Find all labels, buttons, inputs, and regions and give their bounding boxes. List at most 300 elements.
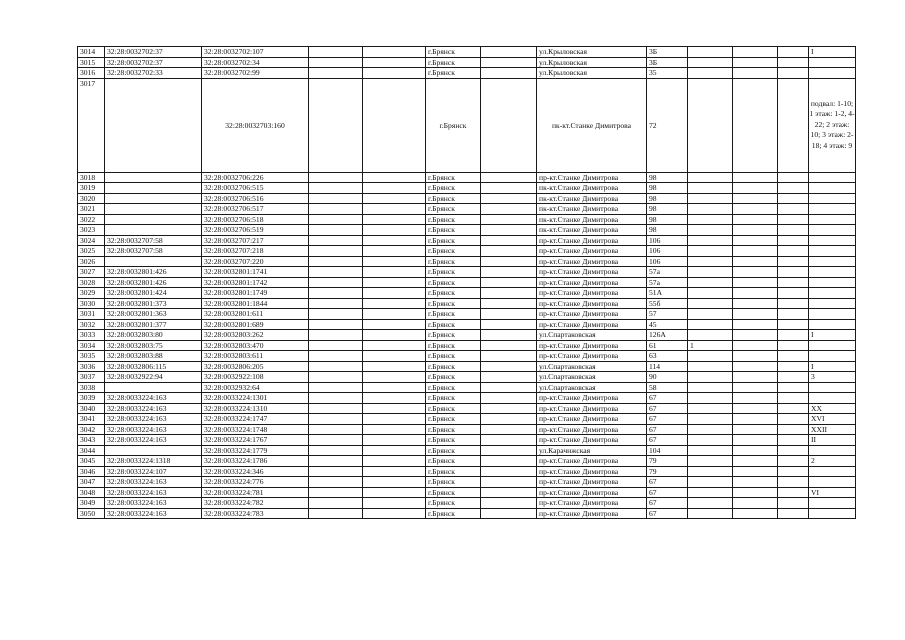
cadastral-number-cell: 32:28:0032922:108 xyxy=(202,372,309,383)
empty-cell xyxy=(481,319,537,330)
house-number-cell: 67 xyxy=(647,393,688,404)
empty-cell xyxy=(363,298,426,309)
cadastral-number-cell: 32:28:0032706:519 xyxy=(202,225,309,236)
empty-cell xyxy=(481,403,537,414)
parcel-number-cell: 32:28:0032702:37 xyxy=(105,47,202,58)
empty-cell xyxy=(309,78,363,172)
parcel-number-cell: 32:28:0033224:163 xyxy=(105,487,202,498)
premises-cell xyxy=(809,204,856,215)
empty-cell xyxy=(309,330,363,341)
extra-cell xyxy=(688,477,733,488)
extra-cell xyxy=(778,508,809,519)
empty-cell xyxy=(363,456,426,467)
extra-cell xyxy=(733,445,778,456)
extra-cell xyxy=(733,183,778,194)
city-cell: г.Брянск xyxy=(426,298,481,309)
extra-cell xyxy=(688,445,733,456)
empty-cell xyxy=(481,445,537,456)
cadastral-number-cell: 32:28:0033224:776 xyxy=(202,477,309,488)
empty-cell xyxy=(363,246,426,257)
row-number-cell: 3039 xyxy=(78,393,105,404)
extra-cell xyxy=(733,393,778,404)
house-number-cell: 98 xyxy=(647,193,688,204)
extra-cell xyxy=(778,382,809,393)
city-cell: г.Брянск xyxy=(426,309,481,320)
empty-cell xyxy=(309,372,363,383)
empty-cell xyxy=(363,47,426,58)
premises-cell: 2 xyxy=(809,456,856,467)
empty-cell xyxy=(309,498,363,509)
house-number-cell: 58 xyxy=(647,382,688,393)
empty-cell xyxy=(309,204,363,215)
row-number-cell: 3018 xyxy=(78,172,105,183)
cadastral-number-cell: 32:28:0032801:1741 xyxy=(202,267,309,278)
extra-cell xyxy=(733,309,778,320)
city-cell: г.Брянск xyxy=(426,225,481,236)
table-row xyxy=(78,403,856,414)
row-number-cell: 3017 xyxy=(78,78,105,172)
extra-cell xyxy=(733,225,778,236)
table-row xyxy=(78,214,856,225)
premises-cell xyxy=(809,466,856,477)
table-row xyxy=(78,351,856,362)
extra-cell xyxy=(778,277,809,288)
cadastral-number-cell: 32:28:0032801:611 xyxy=(202,309,309,320)
street-cell: пр-кт.Станке Димитрова xyxy=(537,351,647,362)
extra-cell xyxy=(778,330,809,341)
cadastral-number-cell: 32:28:0032803:470 xyxy=(202,340,309,351)
city-cell: г.Брянск xyxy=(426,267,481,278)
empty-cell xyxy=(481,498,537,509)
premises-cell xyxy=(809,340,856,351)
table-body xyxy=(78,47,856,519)
extra-cell xyxy=(733,57,778,68)
city-cell: г.Брянск xyxy=(426,47,481,58)
house-number-cell: 98 xyxy=(647,183,688,194)
street-cell: пк-кт.Станке Димитрова xyxy=(537,183,647,194)
house-number-cell: 45 xyxy=(647,319,688,330)
empty-cell xyxy=(363,68,426,79)
empty-cell xyxy=(309,445,363,456)
city-cell: г.Брянск xyxy=(426,393,481,404)
house-number-cell: 98 xyxy=(647,204,688,215)
extra-cell xyxy=(688,361,733,372)
empty-cell xyxy=(481,172,537,183)
street-cell: ул.Спартаковская xyxy=(537,361,647,372)
row-number-cell: 3023 xyxy=(78,225,105,236)
extra-cell xyxy=(688,277,733,288)
street-cell: пр-кт.Станке Димитрова xyxy=(537,235,647,246)
cadastral-number-cell: 32:28:0032706:515 xyxy=(202,183,309,194)
street-cell: ул.Карачижская xyxy=(537,445,647,456)
table-row xyxy=(78,414,856,425)
parcel-number-cell: 32:28:0033224:163 xyxy=(105,435,202,446)
premises-cell: XX xyxy=(809,403,856,414)
house-number-cell: 67 xyxy=(647,498,688,509)
extra-cell xyxy=(733,340,778,351)
row-number-cell: 3037 xyxy=(78,372,105,383)
document-page xyxy=(77,46,856,519)
extra-cell xyxy=(688,351,733,362)
house-number-cell: 61 xyxy=(647,340,688,351)
extra-cell xyxy=(733,435,778,446)
extra-cell xyxy=(688,414,733,425)
street-cell: пр-кт.Станке Димитрова xyxy=(537,456,647,467)
extra-cell xyxy=(733,246,778,257)
parcel-number-cell: 32:28:0032803:80 xyxy=(105,330,202,341)
extra-cell xyxy=(688,330,733,341)
empty-cell xyxy=(363,235,426,246)
street-cell: пк-кт.Станке Димитрова xyxy=(537,204,647,215)
house-number-cell: 67 xyxy=(647,508,688,519)
city-cell: г.Брянск xyxy=(426,256,481,267)
street-cell: пр-кт.Станке Димитрова xyxy=(537,172,647,183)
premises-cell xyxy=(809,298,856,309)
empty-cell xyxy=(309,477,363,488)
parcel-number-cell: 32:28:0032801:426 xyxy=(105,267,202,278)
table-row xyxy=(78,319,856,330)
street-cell: пк-кт.Станке Димитрова xyxy=(537,193,647,204)
house-number-cell: 51А xyxy=(647,288,688,299)
street-cell: пр-кт.Станке Димитрова xyxy=(537,340,647,351)
row-number-cell: 3016 xyxy=(78,68,105,79)
street-cell: ул.Крыловская xyxy=(537,57,647,68)
extra-cell xyxy=(688,456,733,467)
empty-cell xyxy=(481,193,537,204)
cadastral-number-cell: 32:28:0033224:346 xyxy=(202,466,309,477)
city-cell: г.Брянск xyxy=(426,330,481,341)
premises-cell xyxy=(809,172,856,183)
extra-cell xyxy=(778,403,809,414)
extra-cell xyxy=(688,193,733,204)
empty-cell xyxy=(363,445,426,456)
extra-cell xyxy=(688,235,733,246)
empty-cell xyxy=(363,361,426,372)
parcel-number-cell: 32:28:0032801:424 xyxy=(105,288,202,299)
empty-cell xyxy=(481,256,537,267)
parcel-number-cell: 32:28:0032801:426 xyxy=(105,277,202,288)
city-cell: г.Брянск xyxy=(426,246,481,257)
cadastral-number-cell: 32:28:0032801:1844 xyxy=(202,298,309,309)
extra-cell xyxy=(733,267,778,278)
parcel-number-cell: 32:28:0032801:363 xyxy=(105,309,202,320)
premises-cell xyxy=(809,57,856,68)
premises-cell: I xyxy=(809,361,856,372)
premises-cell: I xyxy=(809,47,856,58)
extra-cell xyxy=(778,435,809,446)
extra-cell xyxy=(778,288,809,299)
extra-cell xyxy=(778,57,809,68)
house-number-cell: 126А xyxy=(647,330,688,341)
parcel-number-cell xyxy=(105,214,202,225)
empty-cell xyxy=(363,172,426,183)
row-number-cell: 3044 xyxy=(78,445,105,456)
house-number-cell: 98 xyxy=(647,225,688,236)
table-row xyxy=(78,235,856,246)
cadastral-number-cell: 32:28:0032706:517 xyxy=(202,204,309,215)
extra-cell xyxy=(688,246,733,257)
parcel-number-cell: 32:28:0033224:163 xyxy=(105,498,202,509)
empty-cell xyxy=(481,183,537,194)
cadastral-number-cell: 32:28:0033224:782 xyxy=(202,498,309,509)
extra-cell xyxy=(733,288,778,299)
cadastral-number-cell: 32:28:0033224:1767 xyxy=(202,435,309,446)
street-cell: пр-кт.Станке Димитрова xyxy=(537,414,647,425)
parcel-number-cell xyxy=(105,225,202,236)
city-cell: г.Брянск xyxy=(426,372,481,383)
row-number-cell: 3025 xyxy=(78,246,105,257)
street-cell: пр-кт.Станке Димитрова xyxy=(537,288,647,299)
extra-cell xyxy=(778,246,809,257)
empty-cell xyxy=(481,477,537,488)
premises-cell xyxy=(809,246,856,257)
street-cell: пк-кт.Станке Димитрова xyxy=(537,78,647,172)
extra-cell xyxy=(688,487,733,498)
extra-cell xyxy=(778,204,809,215)
city-cell: г.Брянск xyxy=(426,435,481,446)
extra-cell xyxy=(733,193,778,204)
cadastral-number-cell: 32:28:0033224:1748 xyxy=(202,424,309,435)
parcel-number-cell xyxy=(105,382,202,393)
extra-cell xyxy=(733,456,778,467)
city-cell: г.Брянск xyxy=(426,288,481,299)
row-number-cell: 3048 xyxy=(78,487,105,498)
row-number-cell: 3032 xyxy=(78,319,105,330)
table-row xyxy=(78,456,856,467)
parcel-number-cell: 32:28:0032806:115 xyxy=(105,361,202,372)
extra-cell xyxy=(733,361,778,372)
house-number-cell: 67 xyxy=(647,487,688,498)
parcel-number-cell xyxy=(105,445,202,456)
empty-cell xyxy=(481,456,537,467)
row-number-cell: 3027 xyxy=(78,267,105,278)
row-number-cell: 3020 xyxy=(78,193,105,204)
parcel-number-cell: 32:28:0033224:163 xyxy=(105,477,202,488)
table-row xyxy=(78,393,856,404)
extra-cell xyxy=(688,172,733,183)
row-number-cell: 3049 xyxy=(78,498,105,509)
extra-cell xyxy=(778,68,809,79)
empty-cell xyxy=(481,309,537,320)
cadastral-number-cell: 32:28:0032706:226 xyxy=(202,172,309,183)
empty-cell xyxy=(363,372,426,383)
premises-cell xyxy=(809,351,856,362)
parcel-number-cell: 32:28:0033224:163 xyxy=(105,424,202,435)
parcel-number-cell: 32:28:0033224:1318 xyxy=(105,456,202,467)
parcel-number-cell xyxy=(105,183,202,194)
city-cell: г.Брянск xyxy=(426,340,481,351)
premises-cell xyxy=(809,183,856,194)
street-cell: ул.Спартаковская xyxy=(537,372,647,383)
city-cell: г.Брянск xyxy=(426,466,481,477)
cadastral-number-cell: 32:28:0032702:34 xyxy=(202,57,309,68)
cadastral-number-cell: 32:28:0032801:1749 xyxy=(202,288,309,299)
empty-cell xyxy=(481,382,537,393)
city-cell: г.Брянск xyxy=(426,487,481,498)
empty-cell xyxy=(309,414,363,425)
empty-cell xyxy=(363,393,426,404)
extra-cell xyxy=(733,256,778,267)
premises-cell xyxy=(809,214,856,225)
extra-cell xyxy=(778,372,809,383)
empty-cell xyxy=(309,183,363,194)
parcel-number-cell: 32:28:0032803:75 xyxy=(105,340,202,351)
empty-cell xyxy=(481,298,537,309)
premises-cell xyxy=(809,68,856,79)
city-cell: г.Брянск xyxy=(426,235,481,246)
extra-cell xyxy=(778,340,809,351)
table-row xyxy=(78,68,856,79)
street-cell: ул.Крыловская xyxy=(537,47,647,58)
city-cell: г.Брянск xyxy=(426,498,481,509)
extra-cell xyxy=(688,403,733,414)
premises-cell xyxy=(809,288,856,299)
extra-cell xyxy=(733,424,778,435)
empty-cell xyxy=(363,508,426,519)
extra-cell xyxy=(733,204,778,215)
premises-cell xyxy=(809,277,856,288)
empty-cell xyxy=(363,487,426,498)
empty-cell xyxy=(363,256,426,267)
empty-cell xyxy=(481,393,537,404)
empty-cell xyxy=(309,277,363,288)
parcel-number-cell: 32:28:0033224:163 xyxy=(105,393,202,404)
extra-cell xyxy=(733,172,778,183)
extra-cell xyxy=(733,235,778,246)
house-number-cell: 106 xyxy=(647,246,688,257)
extra-cell xyxy=(688,393,733,404)
cadastral-number-cell: 32:28:0033224:1779 xyxy=(202,445,309,456)
premises-cell xyxy=(809,256,856,267)
extra-cell xyxy=(778,225,809,236)
cadastral-number-cell: 32:28:0032703:160 xyxy=(202,78,309,172)
extra-cell xyxy=(688,57,733,68)
row-number-cell: 3028 xyxy=(78,277,105,288)
parcel-number-cell: 32:28:0032922:94 xyxy=(105,372,202,383)
extra-cell xyxy=(778,47,809,58)
empty-cell xyxy=(481,277,537,288)
row-number-cell: 3050 xyxy=(78,508,105,519)
extra-cell xyxy=(778,214,809,225)
empty-cell xyxy=(481,508,537,519)
table-row xyxy=(78,330,856,341)
row-number-cell: 3041 xyxy=(78,414,105,425)
city-cell: г.Брянск xyxy=(426,414,481,425)
empty-cell xyxy=(481,424,537,435)
table-row xyxy=(78,424,856,435)
row-number-cell: 3014 xyxy=(78,47,105,58)
street-cell: пр-кт.Станке Димитрова xyxy=(537,277,647,288)
city-cell: г.Брянск xyxy=(426,508,481,519)
row-number-cell: 3046 xyxy=(78,466,105,477)
row-number-cell: 3031 xyxy=(78,309,105,320)
extra-cell xyxy=(733,382,778,393)
cadastral-number-cell: 32:28:0032702:107 xyxy=(202,47,309,58)
street-cell: пр-кт.Станке Димитрова xyxy=(537,498,647,509)
table-row xyxy=(78,340,856,351)
extra-cell xyxy=(778,309,809,320)
empty-cell xyxy=(363,466,426,477)
extra-cell xyxy=(688,288,733,299)
table-row xyxy=(78,47,856,58)
extra-cell xyxy=(688,214,733,225)
extra-cell xyxy=(778,361,809,372)
empty-cell xyxy=(481,487,537,498)
premises-cell xyxy=(809,382,856,393)
property-register-table xyxy=(77,46,856,519)
house-number-cell: 104 xyxy=(647,445,688,456)
cadastral-number-cell: 32:28:0032707:218 xyxy=(202,246,309,257)
empty-cell xyxy=(363,183,426,194)
empty-cell xyxy=(363,435,426,446)
house-number-cell: 106 xyxy=(647,235,688,246)
city-cell: г.Брянск xyxy=(426,351,481,362)
empty-cell xyxy=(309,47,363,58)
parcel-number-cell: 32:28:0032702:37 xyxy=(105,57,202,68)
premises-cell xyxy=(809,498,856,509)
empty-cell xyxy=(481,78,537,172)
row-number-cell: 3045 xyxy=(78,456,105,467)
empty-cell xyxy=(481,351,537,362)
table-row xyxy=(78,487,856,498)
street-cell: пк-кт.Станке Димитрова xyxy=(537,214,647,225)
extra-cell xyxy=(688,47,733,58)
table-row xyxy=(78,267,856,278)
street-cell: пр-кт.Станке Димитрова xyxy=(537,466,647,477)
house-number-cell: 114 xyxy=(647,361,688,372)
extra-cell xyxy=(733,414,778,425)
table-row xyxy=(78,435,856,446)
cadastral-number-cell: 32:28:0032706:518 xyxy=(202,214,309,225)
extra-cell xyxy=(688,424,733,435)
premises-cell: I xyxy=(809,330,856,341)
extra-cell xyxy=(733,477,778,488)
empty-cell xyxy=(309,267,363,278)
house-number-cell: 67 xyxy=(647,424,688,435)
empty-cell xyxy=(481,267,537,278)
row-number-cell: 3036 xyxy=(78,361,105,372)
city-cell: г.Брянск xyxy=(426,424,481,435)
cadastral-number-cell: 32:28:0033224:1747 xyxy=(202,414,309,425)
house-number-cell: 72 xyxy=(647,78,688,172)
extra-cell xyxy=(778,498,809,509)
cadastral-number-cell: 32:28:0032803:262 xyxy=(202,330,309,341)
extra-cell xyxy=(688,256,733,267)
table-row xyxy=(78,204,856,215)
empty-cell xyxy=(481,204,537,215)
street-cell: пр-кт.Станке Димитрова xyxy=(537,267,647,278)
empty-cell xyxy=(481,225,537,236)
empty-cell xyxy=(309,487,363,498)
street-cell: пр-кт.Станке Димитрова xyxy=(537,319,647,330)
parcel-number-cell: 32:28:0033224:163 xyxy=(105,508,202,519)
premises-cell xyxy=(809,309,856,320)
street-cell: пр-кт.Станке Димитрова xyxy=(537,256,647,267)
premises-cell xyxy=(809,225,856,236)
extra-cell xyxy=(688,298,733,309)
empty-cell xyxy=(309,288,363,299)
cadastral-number-cell: 32:28:0033224:1301 xyxy=(202,393,309,404)
table-row xyxy=(78,183,856,194)
empty-cell xyxy=(481,330,537,341)
extra-cell xyxy=(778,477,809,488)
cadastral-number-cell: 32:28:0032706:516 xyxy=(202,193,309,204)
street-cell: ул.Спартаковская xyxy=(537,330,647,341)
row-number-cell: 3035 xyxy=(78,351,105,362)
empty-cell xyxy=(363,204,426,215)
empty-cell xyxy=(309,393,363,404)
table-row xyxy=(78,256,856,267)
